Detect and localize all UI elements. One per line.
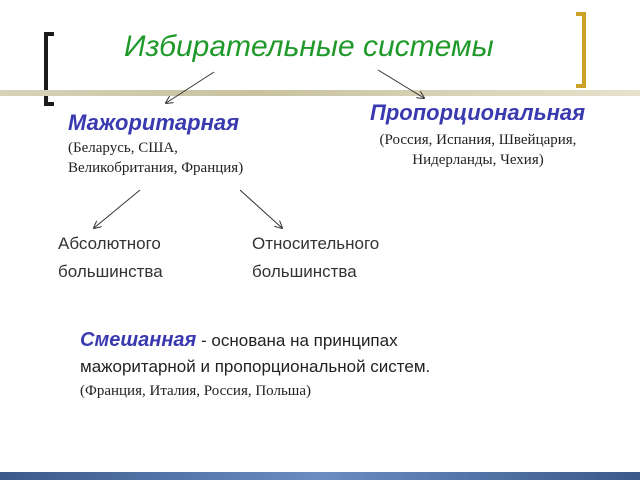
relative-majority-line1: Относительного [252, 234, 380, 253]
majoritarian-countries [68, 138, 243, 178]
relative-majority-label [252, 230, 379, 286]
mixed-desc-line1: - основана на принципах [196, 331, 398, 350]
mixed-system-description [80, 327, 430, 380]
mixed-countries: (Франция, Италия, Россия, Польша) [80, 383, 312, 399]
bottom-bar-decoration [0, 472, 640, 480]
mixed-desc-line2: мажоритарной и пропорциональной систем. [80, 357, 431, 376]
absolute-majority-label [58, 230, 163, 286]
majoritarian-countries-line2: Великобритания, Франция) [68, 160, 244, 176]
arrow-to-relative [240, 190, 282, 228]
mixed-heading: Смешанная [80, 329, 197, 351]
absolute-majority-line1: Абсолютного [58, 234, 161, 253]
proportional-countries-line1: (Россия, Испания, Швейцария, [379, 132, 577, 148]
absolute-majority-line2: большинства [58, 262, 163, 281]
arrow-to-absolute [94, 190, 140, 228]
mixed-line1 [80, 327, 430, 354]
proportional-countries-line2: Нидерланды, Чехия) [412, 152, 544, 168]
majoritarian-countries-line1: (Беларусь, США, [68, 140, 178, 156]
majoritarian-heading: Мажоритарная [68, 110, 240, 135]
diagram-title: Избирательные системы [124, 30, 494, 63]
proportional-countries [360, 130, 596, 170]
relative-majority-line2: большинства [252, 262, 357, 281]
arrow-to-majoritarian [166, 72, 214, 103]
arrow-to-proportional [378, 70, 424, 98]
proportional-heading: Пропорциональная [370, 100, 586, 125]
